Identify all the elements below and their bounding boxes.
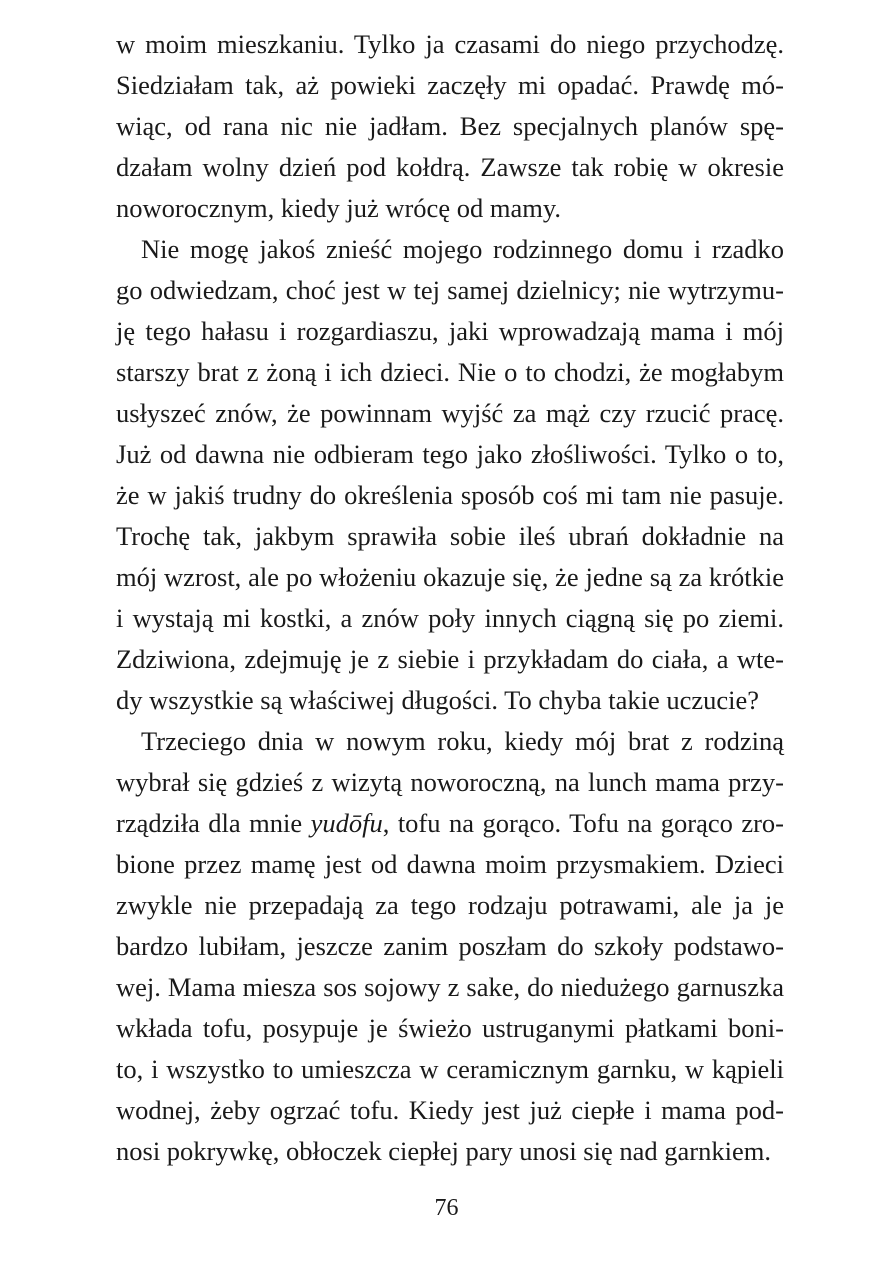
text-line: nosi pokrywkę, obłoczek ciepłej pary unosi się nad garnkiem. (116, 1136, 771, 1166)
text-line: bione przez mamę jest od dawna moim przysmakiem. Dzieci (116, 849, 784, 879)
text-line: wkłada tofu, posypuje je świeżo ustruganymi płatkami boni- (116, 1013, 784, 1043)
text-line: dzałam wolny dzień pod kołdrą. Zawsze tak robię w okresie (116, 152, 784, 182)
text-segment: , tofu na gorąco. Tofu na gorąco zro- (382, 808, 784, 838)
text-line: Zdziwiona, zdejmuję je z siebie i przykładam do ciała, a wte- (116, 644, 784, 674)
text-line: wiąc, od rana nic nie jadłam. Bez specjalnych planów spę- (116, 111, 784, 141)
text-line: wej. Mama miesza sos sojowy z sake, do niedużego garnuszka (116, 972, 784, 1002)
text-line: dy wszystkie są właściwej długości. To chyba takie uczucie? (116, 685, 760, 715)
text-line: zwykle nie przepadają za tego rodzaju potrawami, ale ja je (116, 890, 784, 920)
text-line: i wystają mi kostki, a znów poły innych ciągną się po ziemi. (116, 603, 784, 633)
page-number: 76 (434, 1195, 459, 1221)
text-line: starszy brat z żoną i ich dzieci. Nie o to chodzi, że mogłabym (116, 357, 784, 387)
text-segment: rządziła dla mnie (116, 808, 311, 838)
text-line: wybrał się gdzieś z wizytą noworoczną, na lunch mama przy- (116, 767, 784, 797)
text-line: bardzo lubiłam, jeszcze zanim poszłam do szkoły podstawo- (116, 931, 784, 961)
text-line: wodnej, żeby ogrzać tofu. Kiedy jest już ciepłe i mama pod- (116, 1095, 784, 1125)
text-line: że w jakiś trudny do określenia sposób coś mi tam nie pasuje. (116, 480, 784, 510)
text-line: to, i wszystko to umieszcza w ceramicznym garnku, w kąpieli (116, 1054, 784, 1084)
italic-term: yudōfu (310, 808, 383, 838)
text-line: Trochę tak, jakbym sprawiła sobie ileś ubrań dokładnie na (116, 521, 784, 551)
text-line: Nie mogę jakoś znieść mojego rodzinnego domu i rzadko (141, 234, 784, 264)
text-line: mój wzrost, ale po włożeniu okazuje się, że jedne są za krótkie (116, 562, 784, 592)
text-line: ję tego hałasu i rozgardiaszu, jaki wprowadzają mama i mój (116, 316, 784, 346)
text-line: usłyszeć znów, że powinnam wyjść za mąż czy rzucić pracę. (116, 398, 784, 428)
text-line: Trzeciego dnia w nowym roku, kiedy mój brat z rodziną (141, 726, 784, 756)
text-line: Już od dawna nie odbieram tego jako złośliwości. Tylko o to, (116, 439, 784, 469)
text-line: noworocznym, kiedy już wrócę od mamy. (116, 193, 561, 223)
text-line-with-italic (116, 803, 784, 843)
text-line: w moim mieszkaniu. Tylko ja czasami do niego przychodzę. (116, 29, 784, 59)
text-line: go odwiedzam, choć jest w tej samej dzielnicy; nie wytrzymu- (116, 275, 784, 305)
text-line: Siedziałam tak, aż powieki zaczęły mi opadać. Prawdę mó- (116, 70, 784, 100)
